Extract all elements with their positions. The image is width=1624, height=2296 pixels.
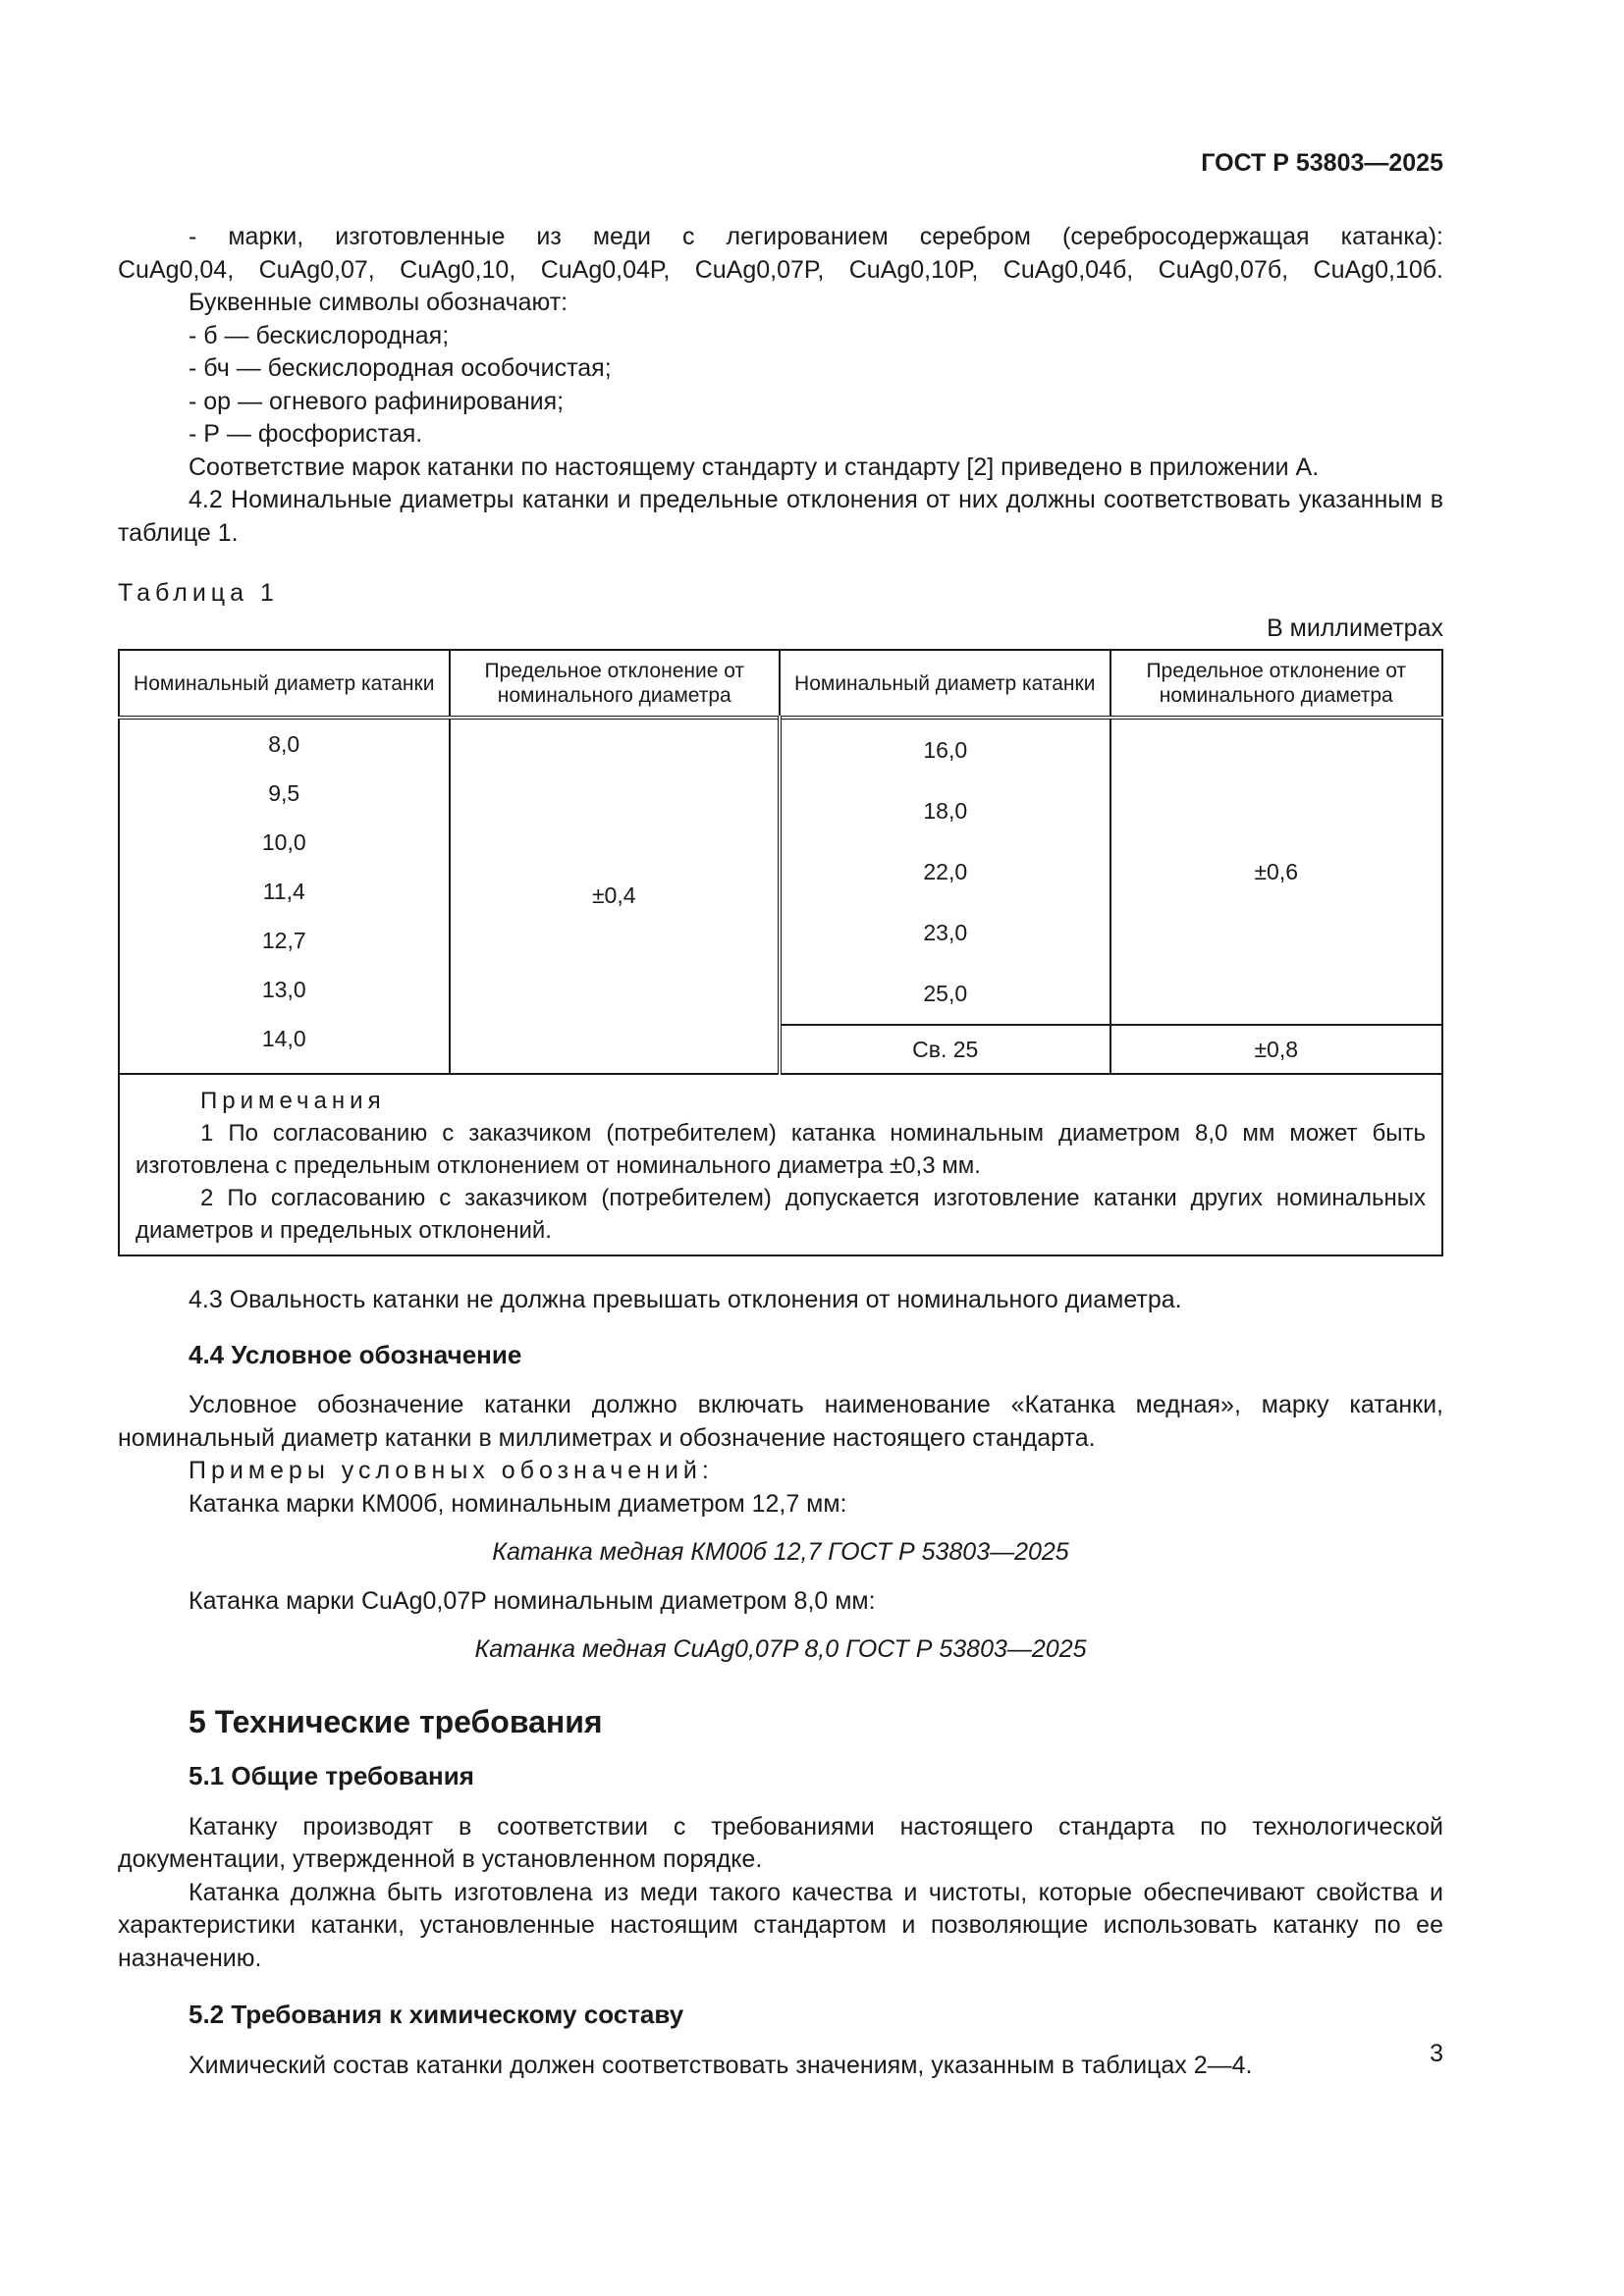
- paragraph-4-2: 4.2 Номинальные диаметры катанки и предельные отклонения от них должны соответствовать указанным в таблице 1.: [118, 486, 1443, 547]
- diameter-value: 18,0: [923, 798, 968, 824]
- diameter-value: 10,0: [261, 829, 306, 855]
- diameter-value: 22,0: [923, 859, 968, 884]
- right-tolerance-cell: [1110, 718, 1443, 1074]
- diameter-value: 25,0: [923, 981, 968, 1006]
- right-diameters-list: [782, 720, 1110, 1024]
- diameter-value: 13,0: [261, 977, 306, 1002]
- header-tolerance-right: Предельное отклонение от номинального диаметра: [1110, 650, 1443, 718]
- section-5-title: 5 Технические требования: [189, 1703, 603, 1739]
- heading-4-4: 4.4 Условное обозначение: [189, 1339, 522, 1369]
- left-diameters-list: [120, 720, 449, 1063]
- example-1-intro: Катанка марки КМ00б, номинальным диаметром 12,7 мм:: [189, 1489, 847, 1518]
- symbols-title: Буквенные символы обозначают:: [189, 289, 568, 316]
- symbol-item: - б — бескислородная;: [189, 321, 450, 349]
- header-tolerance-left: Предельное отклонение от номинального диаметра: [450, 650, 781, 718]
- table-header-row: [119, 650, 1442, 718]
- note-2: 2 По согласованию с заказчиком (потребителем) допускается изготовление катанки других номинальных диаметров и предельных отклонений.: [135, 1185, 1426, 1244]
- page-number: 3: [1430, 2040, 1443, 2067]
- note-1: 1 По согласованию с заказчиком (потребителем) катанка номинальным диаметром 8,0 мм может быть изготовлена с предельным отклонением от номинального диаметра ±0,3 мм.: [135, 1120, 1426, 1179]
- table-units: В миллиметрах: [1267, 614, 1443, 642]
- examples-title: Примеры условных обозначений:: [189, 1457, 714, 1484]
- diameter-value: 8,0: [268, 731, 300, 757]
- example-2-intro: Катанка марки CuAg0,07P номинальным диаметром 8,0 мм:: [189, 1586, 876, 1615]
- paragraph-5-1b: Катанка должна быть изготовлена из меди такого качества и чистоты, которые обеспечивают свойства и характеристики катанки, установленные настоящим стандартом и позволяющие использовать катанку по ее назначению.: [118, 1878, 1443, 1972]
- table-1: [118, 649, 1443, 1256]
- table-body-row: [119, 718, 1442, 1074]
- marks-silver-line2: CuAg0,04, CuAg0,07, CuAg0,10, CuAg0,04P, CuAg0,07P, CuAg0,10P, CuAg0,04б, CuAg0,07б, CuAg0,10б.: [118, 255, 1443, 284]
- diameter-value: 9,5: [268, 780, 300, 806]
- paragraph-4-3: 4.3 Овальность катанки не должна превышать отклонения от номинального диаметра.: [189, 1286, 1182, 1313]
- example-2: Катанка медная CuAg0,07P 8,0 ГОСТ Р 53803—2025: [474, 1635, 1087, 1663]
- diameter-value: 23,0: [923, 920, 968, 945]
- paragraph-5-2: Химический состав катанки должен соответствовать значениям, указанным в таблицах 2—4.: [189, 2051, 1253, 2079]
- notes-title: Примечания: [200, 1088, 386, 1114]
- diameter-value: 16,0: [923, 737, 968, 763]
- table-notes-cell: [119, 1074, 1442, 1255]
- right-diameters-cell: [780, 718, 1110, 1074]
- symbol-item: - Р — фосфористая.: [189, 420, 423, 448]
- heading-5-1: 5.1 Общие требования: [189, 1761, 474, 1790]
- diameter-value: 11,4: [262, 879, 305, 904]
- last-diameter-value: Св. 25: [782, 1024, 1110, 1073]
- standard-code: ГОСТ Р 53803—2025: [1201, 149, 1443, 177]
- left-tolerance-cell: ±0,4: [450, 718, 781, 1074]
- example-1: Катанка медная КМ00б 12,7 ГОСТ Р 53803—2025: [492, 1538, 1069, 1566]
- right-tolerance-value: ±0,6: [1254, 859, 1299, 884]
- diameter-value: 12,7: [261, 928, 306, 953]
- paragraph-4-4: Условное обозначение катанки должно включать наименование «Катанка медная», марку катанки, номинальный диаметр катанки в миллиметрах и обозначение настоящего стандарта.: [118, 1391, 1443, 1452]
- diameter-value: 14,0: [261, 1026, 306, 1051]
- marks-silver-line1: - марки, изготовленные из меди с легированием серебром (серебросодержащая катанка):: [189, 223, 1443, 250]
- table-caption: Таблица 1: [118, 579, 279, 607]
- page-content: [118, 221, 1443, 2082]
- header-diameter-left: Номинальный диаметр катанки: [119, 650, 450, 718]
- symbol-item: - ор — огневого рафинирования;: [189, 387, 565, 415]
- symbol-item: - бч — бескислородная особочистая;: [189, 354, 612, 382]
- paragraph-5-1a: Катанку производят в соответствии с требованиями настоящего стандарта по технологической документации, утвержденной в установленном порядке.: [118, 1812, 1443, 1873]
- table-notes-row: [119, 1074, 1442, 1255]
- header-diameter-right: Номинальный диаметр катанки: [780, 650, 1110, 718]
- left-diameters-cell: [119, 718, 450, 1074]
- heading-5-2: 5.2 Требования к химическому составу: [189, 2000, 684, 2029]
- correspondence-paragraph: Соответствие марок катанки по настоящему стандарту и стандарту [2] приведено в приложении А.: [189, 453, 1320, 481]
- last-tolerance-value: ±0,8: [1111, 1024, 1442, 1073]
